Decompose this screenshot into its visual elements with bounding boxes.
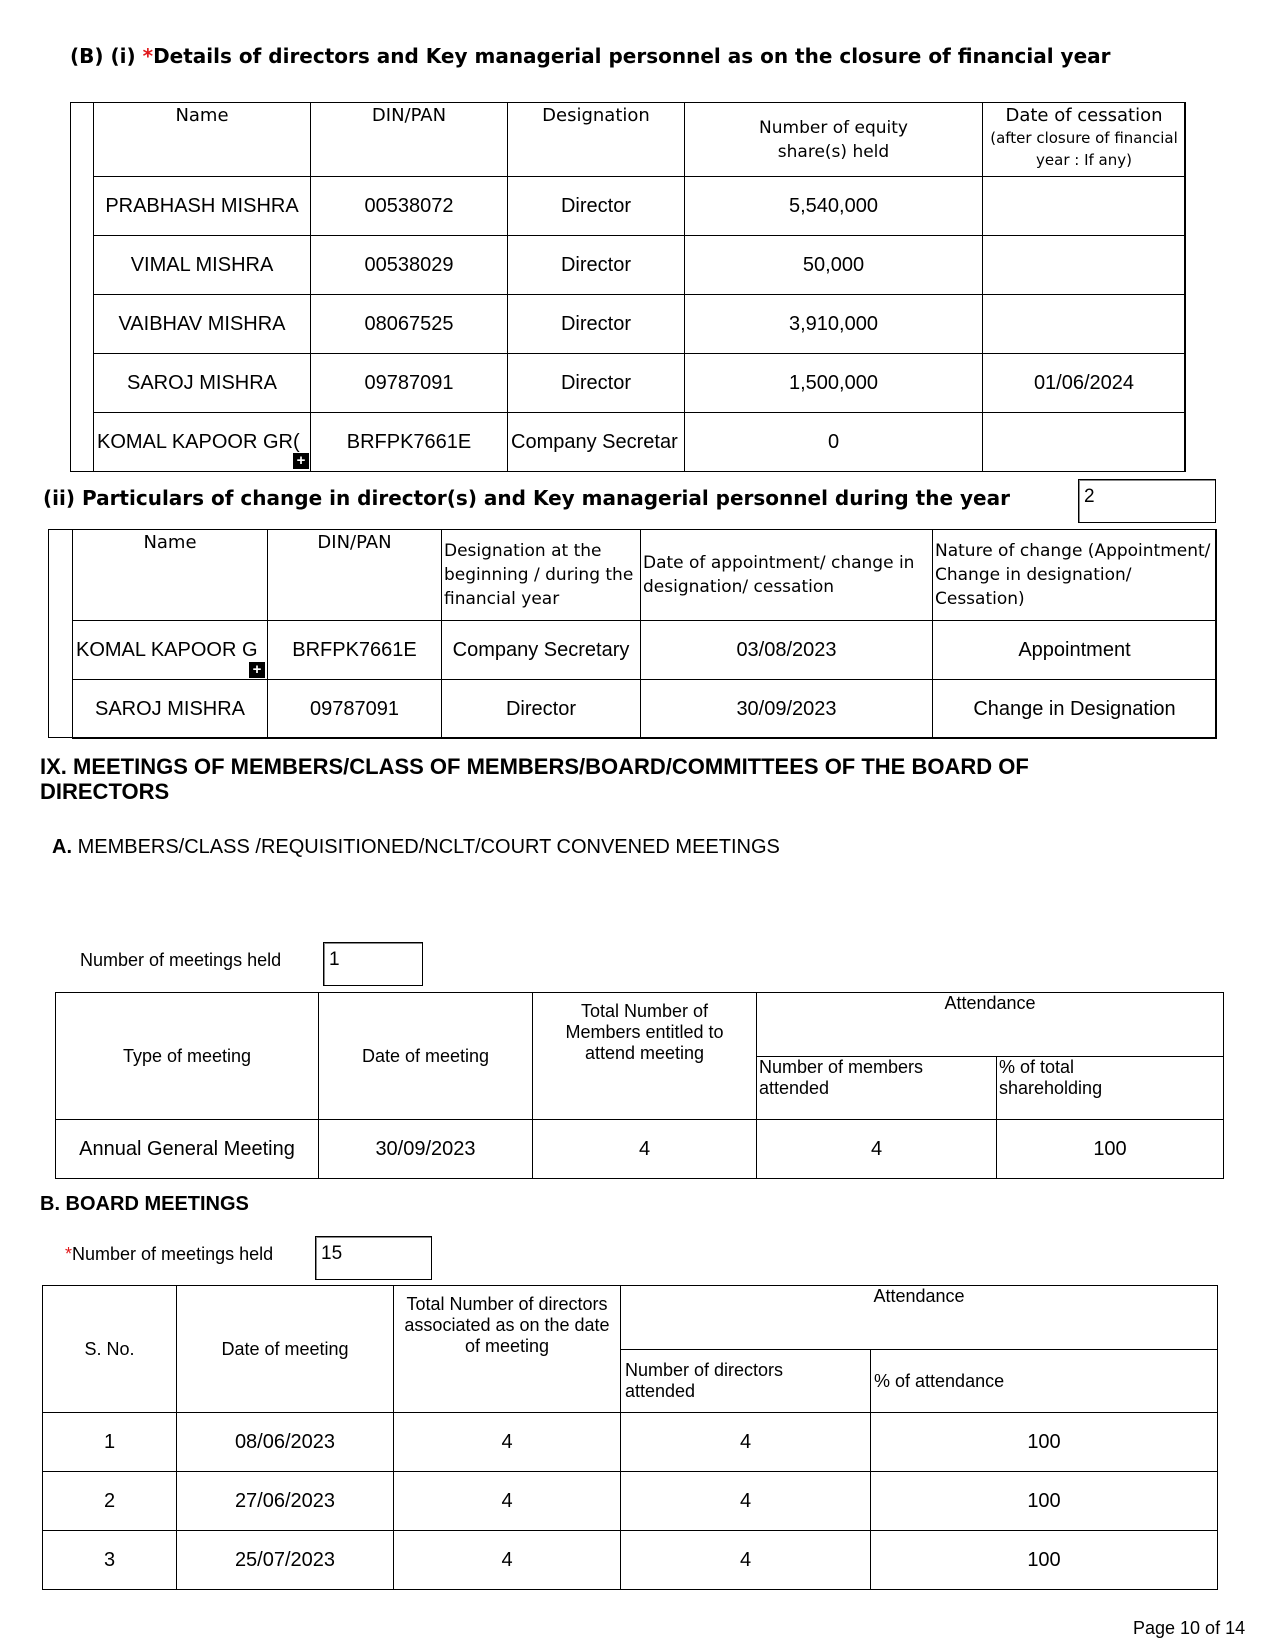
table-row bbox=[73, 621, 1217, 680]
col-header-cessation bbox=[983, 103, 1186, 177]
members-meetings-table bbox=[55, 992, 1224, 1179]
col-header-total: Total Number of directors associated as on the date of meeting bbox=[394, 1286, 621, 1413]
board-pct[interactable]: 100 bbox=[871, 1413, 1218, 1472]
director-cessation[interactable] bbox=[983, 177, 1186, 236]
director-din[interactable]: 00538029 bbox=[311, 236, 508, 295]
board-meetings-label-text: Number of meetings held bbox=[72, 1244, 274, 1264]
col-header-designation: Designation bbox=[508, 103, 685, 177]
director-shares[interactable]: 5,540,000 bbox=[685, 177, 983, 236]
director-cessation[interactable] bbox=[983, 295, 1186, 354]
col-header-date: Date of meeting bbox=[177, 1286, 394, 1413]
director-name[interactable]: KOMAL KAPOOR GR( bbox=[94, 413, 311, 472]
director-cessation[interactable] bbox=[983, 236, 1186, 295]
director-shares[interactable]: 3,910,000 bbox=[685, 295, 983, 354]
board-pct[interactable]: 100 bbox=[871, 1531, 1218, 1590]
change-name[interactable]: KOMAL KAPOOR G bbox=[73, 621, 268, 680]
director-designation[interactable]: Director bbox=[508, 177, 685, 236]
col-header-shares: Number of equity share(s) held bbox=[685, 103, 983, 177]
col-header-attendance: Attendance bbox=[621, 1286, 1218, 1350]
director-shares[interactable]: 1,500,000 bbox=[685, 354, 983, 413]
directors-table bbox=[93, 102, 1186, 472]
col-header-name: Name bbox=[94, 103, 311, 177]
director-cessation[interactable] bbox=[983, 413, 1186, 472]
col-header-date: Date of meeting bbox=[319, 993, 533, 1120]
director-din[interactable]: 08067525 bbox=[311, 295, 508, 354]
col-header-pct: % of total shareholding bbox=[997, 1057, 1224, 1120]
director-designation[interactable]: Director bbox=[508, 295, 685, 354]
table-row bbox=[73, 680, 1217, 739]
col-header-type: Type of meeting bbox=[56, 993, 319, 1120]
director-name[interactable]: VIMAL MISHRA bbox=[94, 236, 311, 295]
board-attended[interactable]: 4 bbox=[621, 1531, 871, 1590]
section-ix-title bbox=[40, 754, 1029, 804]
change-count-field[interactable]: 2 bbox=[1078, 479, 1216, 523]
meeting-type[interactable]: Annual General Meeting bbox=[56, 1120, 319, 1179]
director-name[interactable]: VAIBHAV MISHRA bbox=[94, 295, 311, 354]
table-row bbox=[94, 295, 1186, 354]
section-b-title-text: Details of directors and Key managerial personnel as on the closure of financial year bbox=[153, 44, 1111, 68]
table-row bbox=[94, 177, 1186, 236]
expand-plus-icon[interactable]: + bbox=[293, 453, 309, 469]
director-name[interactable]: SAROJ MISHRA bbox=[94, 354, 311, 413]
director-shares[interactable]: 0 bbox=[685, 413, 983, 472]
board-total[interactable]: 4 bbox=[394, 1472, 621, 1531]
col-header-designation: Designation at the beginning / during the financial year bbox=[442, 530, 641, 621]
changes-table bbox=[72, 529, 1217, 739]
table-row bbox=[43, 1413, 1218, 1472]
cessation-sub-label: (after closure of financial year : If any) bbox=[990, 129, 1178, 169]
board-total[interactable]: 4 bbox=[394, 1531, 621, 1590]
change-din[interactable]: BRFPK7661E bbox=[268, 621, 442, 680]
meeting-total[interactable]: 4 bbox=[533, 1120, 757, 1179]
director-name[interactable]: PRABHASH MISHRA bbox=[94, 177, 311, 236]
change-din[interactable]: 09787091 bbox=[268, 680, 442, 739]
director-designation[interactable]: Company Secretar bbox=[508, 413, 685, 472]
board-meetings-title: B. BOARD MEETINGS bbox=[40, 1193, 249, 1215]
change-designation[interactable]: Director bbox=[442, 680, 641, 739]
table-row bbox=[43, 1531, 1218, 1590]
members-meetings-field[interactable]: 1 bbox=[323, 942, 423, 986]
col-header-din: DIN/PAN bbox=[268, 530, 442, 621]
meeting-date[interactable]: 30/09/2023 bbox=[319, 1120, 533, 1179]
table-row bbox=[94, 236, 1186, 295]
change-date[interactable]: 30/09/2023 bbox=[641, 680, 933, 739]
board-meetings-table bbox=[42, 1285, 1218, 1590]
cessation-main-label: Date of cessation bbox=[1005, 105, 1163, 126]
board-date[interactable]: 25/07/2023 bbox=[177, 1531, 394, 1590]
section-ii-title: (ii) Particulars of change in director(s) and Key managerial personnel during the year bbox=[43, 486, 1010, 510]
board-sno[interactable]: 3 bbox=[43, 1531, 177, 1590]
col-header-sno: S. No. bbox=[43, 1286, 177, 1413]
table-row bbox=[56, 1120, 1224, 1179]
board-attended[interactable]: 4 bbox=[621, 1413, 871, 1472]
board-sno[interactable]: 2 bbox=[43, 1472, 177, 1531]
table-row bbox=[94, 413, 1186, 472]
meeting-pct[interactable]: 100 bbox=[997, 1120, 1224, 1179]
col-header-attendance: Attendance bbox=[757, 993, 1224, 1057]
change-nature[interactable]: Change in Designation bbox=[933, 680, 1217, 739]
director-designation[interactable]: Director bbox=[508, 236, 685, 295]
board-sno[interactable]: 1 bbox=[43, 1413, 177, 1472]
section-a-prefix: A. bbox=[52, 836, 72, 858]
director-din[interactable]: BRFPK7661E bbox=[311, 413, 508, 472]
director-din[interactable]: 00538072 bbox=[311, 177, 508, 236]
board-meetings-field[interactable]: 15 bbox=[315, 1236, 432, 1280]
director-shares[interactable]: 50,000 bbox=[685, 236, 983, 295]
expand-plus-icon[interactable]: + bbox=[249, 662, 265, 678]
col-header-name: Name bbox=[73, 530, 268, 621]
section-ix-title-line1: IX. MEETINGS OF MEMBERS/CLASS OF MEMBERS/BOARD/COMMITTEES OF THE BOARD OF bbox=[40, 754, 1029, 779]
director-cessation[interactable]: 01/06/2024 bbox=[983, 354, 1186, 413]
required-star: * bbox=[65, 1244, 73, 1264]
change-date[interactable]: 03/08/2023 bbox=[641, 621, 933, 680]
section-b-prefix: (B) (i) bbox=[70, 44, 143, 68]
required-star: * bbox=[142, 44, 154, 68]
board-date[interactable]: 08/06/2023 bbox=[177, 1413, 394, 1472]
director-designation[interactable]: Director bbox=[508, 354, 685, 413]
change-nature[interactable]: Appointment bbox=[933, 621, 1217, 680]
col-header-din: DIN/PAN bbox=[311, 103, 508, 177]
board-meetings-label bbox=[65, 1244, 273, 1265]
table-row bbox=[94, 354, 1186, 413]
board-total[interactable]: 4 bbox=[394, 1413, 621, 1472]
section-a-title-text: MEMBERS/CLASS /REQUISITIONED/NCLT/COURT CONVENED MEETINGS bbox=[77, 836, 780, 858]
members-meetings-label: Number of meetings held bbox=[80, 950, 282, 970]
section-b-title bbox=[70, 44, 1111, 68]
meeting-attended[interactable]: 4 bbox=[757, 1120, 997, 1179]
director-din[interactable]: 09787091 bbox=[311, 354, 508, 413]
change-designation[interactable]: Company Secretary bbox=[442, 621, 641, 680]
section-ix-title-line2: DIRECTORS bbox=[40, 779, 170, 804]
col-header-attended: Number of members attended bbox=[757, 1057, 997, 1120]
col-header-pct: % of attendance bbox=[871, 1350, 1218, 1413]
board-attended[interactable]: 4 bbox=[621, 1472, 871, 1531]
col-header-total: Total Number of Members entitled to attend meeting bbox=[533, 993, 757, 1120]
page-number: Page 10 of 14 bbox=[1133, 1618, 1246, 1638]
col-header-date: Date of appointment/ change in designation/ cessation bbox=[641, 530, 933, 621]
section-a-title bbox=[52, 836, 780, 859]
table-row bbox=[43, 1472, 1218, 1531]
change-name[interactable]: SAROJ MISHRA bbox=[73, 680, 268, 739]
col-header-attended: Number of directors attended bbox=[621, 1350, 871, 1413]
board-pct[interactable]: 100 bbox=[871, 1472, 1218, 1531]
board-date[interactable]: 27/06/2023 bbox=[177, 1472, 394, 1531]
col-header-nature: Nature of change (Appointment/ Change in designation/ Cessation) bbox=[933, 530, 1217, 621]
